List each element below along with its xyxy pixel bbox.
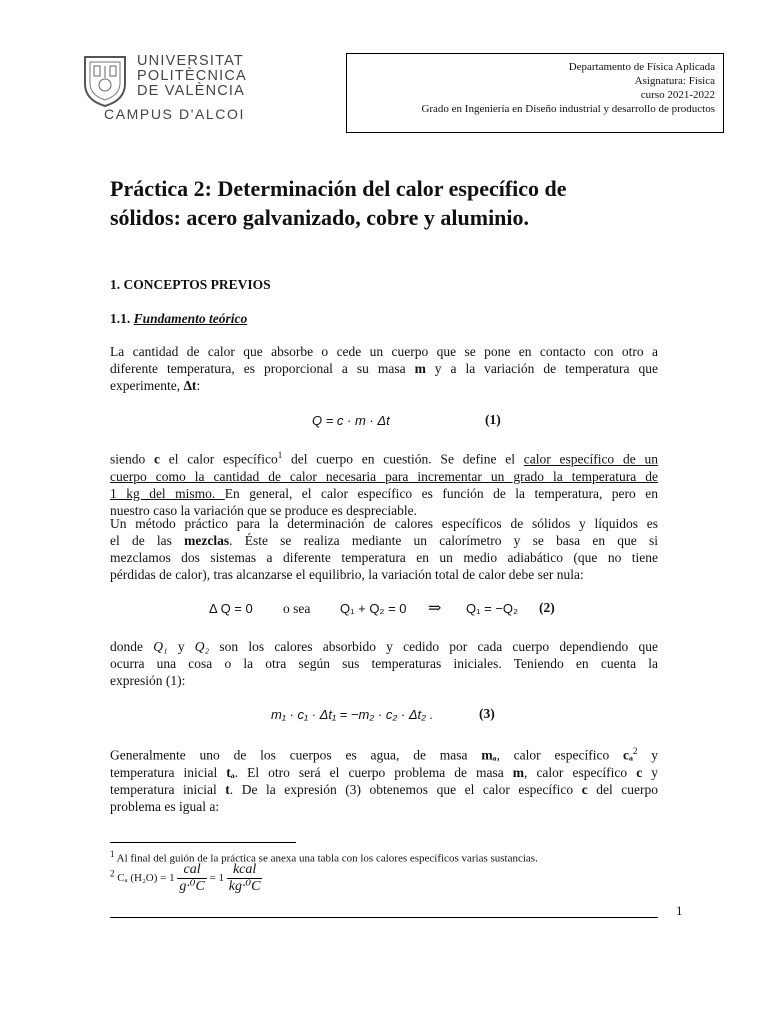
paragraph-1	[110, 343, 658, 394]
subsection-number: 1.1.	[110, 311, 131, 326]
p2-line4: nuestro caso la variación que se produce es despreciable.	[110, 502, 417, 518]
university-shield-icon	[82, 54, 128, 108]
equation-2-number: (2)	[539, 600, 555, 615]
paragraph-5	[110, 743, 658, 815]
logo-text-line3: DE VALÈNCIA	[137, 83, 246, 99]
header-degree: Grado en Ingeniería en Diseño industrial y desarrollo de productos	[421, 103, 715, 115]
title-line2: sólidos: acero galvanizado, cobre y aluminio.	[110, 205, 530, 230]
p1-line3: experimente, Δt:	[110, 378, 201, 393]
p3-line1: Un método práctico para la determinación de calores específicos de sólidos y líquidos es	[110, 516, 658, 531]
p2-line2: cuerpo como la cantidad de calor necesaria para incrementar un grado la temperatura de	[110, 468, 658, 484]
header-course: curso 2021-2022	[640, 89, 715, 101]
bottom-rule	[110, 917, 658, 918]
equation-3: m₁ · c₁ · Δt₁ = −m₂ · c₂ · Δt₂ .	[271, 707, 434, 722]
implies-arrow-icon: ⇒	[428, 600, 442, 617]
paragraph-2	[110, 447, 658, 519]
p5-line2: temperatura inicial tₐ. El otro será el cuerpo problema de masa m, calor específico c y	[110, 764, 658, 780]
equation-3-number: (3)	[479, 706, 495, 721]
footnote-separator	[110, 842, 296, 843]
fraction-cal-per-g: $\frac{\text{cal}}{\text{g·⁰C}}$	[179, 862, 205, 894]
subsection-label: Fundamento teórico	[133, 311, 248, 326]
p2-line3: 1 kg del mismo. En general, el calor específico es función de la temperatura, pero en	[110, 485, 659, 501]
p4-line3: expresión (1):	[110, 673, 186, 688]
paragraph-3	[110, 515, 658, 583]
p1-line2: diferente temperatura, es proporcional a su masa m y a la variación de temperatura que	[110, 361, 659, 376]
equation-1-number: (1)	[485, 412, 501, 427]
equation-2-sum: Q₁ + Q₂ = 0	[340, 601, 407, 616]
p5-line3: temperatura inicial t. De la expresión (3) obtenemos que el calor específico c del cuerpo	[110, 781, 658, 797]
header-info-box	[346, 53, 724, 133]
equation-2-osea: o sea	[283, 601, 311, 616]
logo-campus-text: CAMPUS D'ALCOI	[104, 106, 245, 122]
header-subject: Asignatura: Física	[634, 75, 715, 87]
p5-line4: problema es igual a:	[110, 798, 220, 814]
document-title	[110, 174, 670, 232]
fraction-kcal-per-kg: $\frac{\text{kcal}}{\text{kg·⁰C}}$	[228, 862, 261, 894]
upv-logo	[82, 53, 247, 126]
equation-1: Q = c · m · Δt	[312, 413, 390, 428]
p5-line1: Generalmente uno de los cuerpos es agua, de masa mₐ, calor específico cₐ$^2$ y	[110, 746, 659, 763]
footnote-1: $^1$ Al final del guión de la práctica se anexa una tabla con los calores específicos varias sustancias.	[110, 849, 538, 865]
p2-line1: siendo c el calor específico$^1$ del cuerpo en cuestión. Se define el calor específico de un	[110, 450, 658, 467]
p1-line1: La cantidad de calor que absorbe o cede un cuerpo que se pone en contacto con otro a	[110, 344, 658, 359]
logo-text-line2: POLITÈCNICA	[137, 68, 247, 84]
header-department: Departamento de Física Aplicada	[568, 61, 715, 73]
footnote-2: $^2$ Cₐ (H₂O) = 1 $\frac{\text{cal}}{\text{g·⁰C}}$ = 1 $\frac{\text{kcal}}{\text{kg·⁰C}}$	[110, 862, 261, 894]
p3-line4: pérdidas de calor), tras alcanzarse el equilibrio, la variación total de calor debe ser nula:	[110, 567, 584, 582]
section-heading: 1. CONCEPTOS PREVIOS	[110, 277, 271, 292]
paragraph-4	[110, 638, 658, 689]
equation-2-left: Δ Q = 0	[209, 601, 253, 616]
page-number: 1	[676, 903, 683, 918]
p4-line2: ocurra una cosa o la otra según sus temperaturas iniciales. Teniendo en cuenta la	[110, 656, 658, 671]
subsection-heading	[110, 311, 247, 327]
logo-text-line1: UNIVERSITAT	[137, 53, 244, 69]
p4-line1: donde Q₁ y Q₂ son los calores absorbido y cedido por cada cuerpo dependiendo que	[110, 639, 658, 654]
p3-line3: mezclamos dos sistemas a diferente temperatura en un medio adiabático (que no tiene	[110, 550, 658, 565]
title-line1: Práctica 2: Determinación del calor específico de	[110, 176, 567, 201]
p3-line2: el de las mezclas. Éste se realiza mediante un calorímetro y se basa en que si	[110, 533, 658, 548]
equation-2-result: Q₁ = −Q₂	[466, 601, 519, 616]
